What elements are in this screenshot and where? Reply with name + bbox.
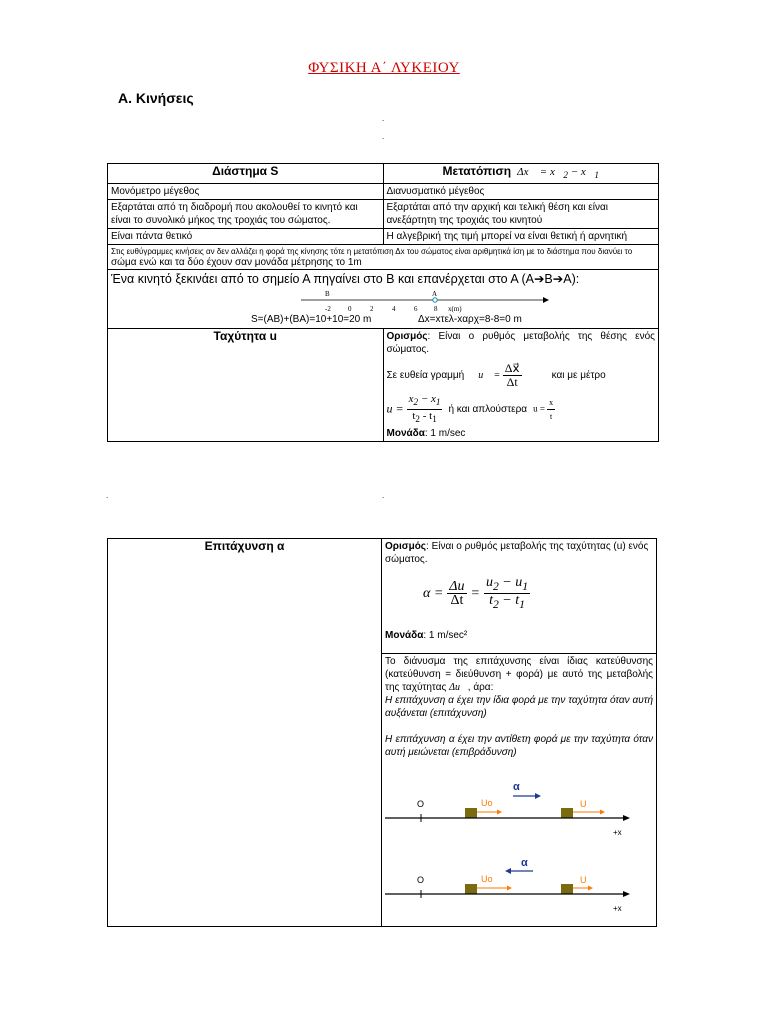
example-text: Ένα κινητό ξεκινάει από το σημείο Α πηγαίνει στο Β και επανέρχεται στο Α (Α➔Β➔Α): xyxy=(111,272,580,287)
distance-result: S=(AB)+(BA)=10+10=20 m xyxy=(251,314,372,326)
body-box xyxy=(561,808,573,818)
tick-label: 8 xyxy=(434,305,438,314)
u0-label: Uo xyxy=(481,874,493,884)
point-a-label: A xyxy=(432,290,438,299)
note-cell: Στις ευθύγραμμες κινήσεις αν δεν αλλάζει η φορά της κίνησης τότε η μετατόπιση Δx του σώματος είναι αριθμητικά ίση με το διάστημα που διανύει το σώμα ενώ και τα δύο έχουν σαν μονάδα μέτρησης το 1m xyxy=(108,245,659,270)
acceleration-diagram xyxy=(385,763,653,913)
axis-label: +x xyxy=(613,904,622,913)
alpha-arrow xyxy=(505,868,511,874)
velocity-cell: Ορισμός: Είναι ο ρυθμός μεταβολής της θέσης ενός σώματος. Σε ευθεία γραμμή u⃗ = $\frac{\Delta x⃗}{\Delta t}$ και με μέτρο u = $\frac{x_2 - x_1}{t_2 - t_1}$ ή και απλούστερα u = $\frac{x}{t}$ Μονάδα: 1 m/sec xyxy=(383,329,659,441)
cell: Είναι πάντα θετικό xyxy=(108,229,384,245)
u-label: U xyxy=(580,799,587,809)
cell: Διανυσματικό μέγεθος xyxy=(383,184,659,200)
u0-label: Uo xyxy=(481,798,493,808)
section-heading: Α. Κινήσεις xyxy=(118,90,194,106)
tick-label: 2 xyxy=(370,305,374,314)
origin-label: O xyxy=(417,875,425,885)
delta-u-vector: Δu⃗ xyxy=(449,682,468,693)
motion-table xyxy=(107,163,659,442)
page-title: ΦΥΣΙΚΗ Α΄ ΛΥΚΕΙΟΥ xyxy=(308,60,460,76)
tick-label: 4 xyxy=(392,305,396,314)
body-box xyxy=(561,884,573,894)
slowing-down-text: Η επιτάχυνση α έχει την αντίθετη φορά με την ταχύτητα όταν αυτή μειώνεται (επιβράδυνση) xyxy=(385,734,653,758)
axis-unit: x(m) xyxy=(448,305,462,314)
velocity-simple-formula: u = $\frac{x}{t}$ xyxy=(533,398,554,422)
cell: Εξαρτάται από τη διαδρομή που ακολουθεί το κινητό και είναι το συνολικό μήκος της τροχιάς του σώματος. xyxy=(108,200,384,229)
acceleration-formula: α = $\frac{\Delta u}{\Delta t}$ = $\frac{u_2 - u_1}{t_2 - t_1}$ xyxy=(423,575,529,611)
dot-marker: . xyxy=(106,491,109,500)
tick-label: -2 xyxy=(325,305,331,314)
alpha-arrow xyxy=(535,793,541,799)
point-b-label: B xyxy=(325,290,330,299)
header-distance: Διάστημα S xyxy=(108,164,384,184)
dot-marker: . xyxy=(382,132,385,141)
velocity-vector-formula: u⃗ = $\frac{\Delta x⃗}{\Delta t}$ xyxy=(478,361,520,390)
cell: Εξαρτάται από την αρχική και τελική θέση και είναι ανεξάρτητη της τροχιάς του κινητού xyxy=(383,200,659,229)
dot-marker: . xyxy=(382,114,385,123)
example-cell xyxy=(108,270,659,329)
alpha-label: α xyxy=(513,781,520,793)
axis-label: +x xyxy=(613,828,622,837)
tick-label: 6 xyxy=(414,305,418,314)
dot-marker: . xyxy=(382,491,385,500)
body-box xyxy=(465,808,477,818)
body-box xyxy=(465,884,477,894)
velocity-magnitude-formula: u = $\frac{x_2 - x_1}{t_2 - t_1}$ xyxy=(386,393,441,425)
tick-label: 0 xyxy=(348,305,352,314)
acceleration-direction-cell: Το διάνυσμα της επιτάχυνσης είναι ίδιας κατεύθυνσης (κατεύθυνση = διεύθυνση + φορά) με αυτό της μεταβολής της ταχύτητας Δu⃗, άρα: Η επιτάχυνση α έχει την ίδια φορά με την ταχύτητα όταν αυτή αυξάνεται (επιτάχυνση) Η επιτάχυνση α έχει την αντίθετη φορά με την ταχύτητα όταν αυτή μειώνεται (επιβράδυνση) α O Uo U +x α O Uo U +x xyxy=(382,654,657,927)
acceleration-table xyxy=(107,538,657,927)
velocity-title: Ταχύτητα u xyxy=(108,329,384,441)
u-label: U xyxy=(580,875,587,885)
number-line xyxy=(111,287,655,313)
cell: Μονόμετρο μέγεθος xyxy=(108,184,384,200)
displacement-formula: Δx⃗ = $x⃗_2$ − $x⃗_1$ xyxy=(514,166,599,181)
displacement-result: Δx=xτελ-xαρχ=8-8=0 m xyxy=(418,314,522,326)
alpha-label: α xyxy=(521,857,528,869)
acceleration-title: Επιτάχυνση α xyxy=(108,539,382,927)
acceleration-definition-cell: Ορισμός: Είναι ο ρυθμός μεταβολής της ταχύτητας (u) ενός σώματος. α = $\frac{\Delta u}{\Delta t}$ = $\frac{u_2 - u_1}{t_2 - t_1}$ Μονάδα: 1 m/sec² xyxy=(382,539,657,654)
origin-label: O xyxy=(417,799,425,809)
speeding-up-text: Η επιτάχυνση α έχει την ίδια φορά με την ταχύτητα όταν αυτή αυξάνεται (επιτάχυνση) xyxy=(385,695,653,719)
header-displacement: Μετατόπιση Δx⃗ = $x⃗_2$ − $x⃗_1$ xyxy=(383,164,659,184)
cell: Η αλγεβρική της τιμή μπορεί να είναι θετική ή αρνητική xyxy=(383,229,659,245)
